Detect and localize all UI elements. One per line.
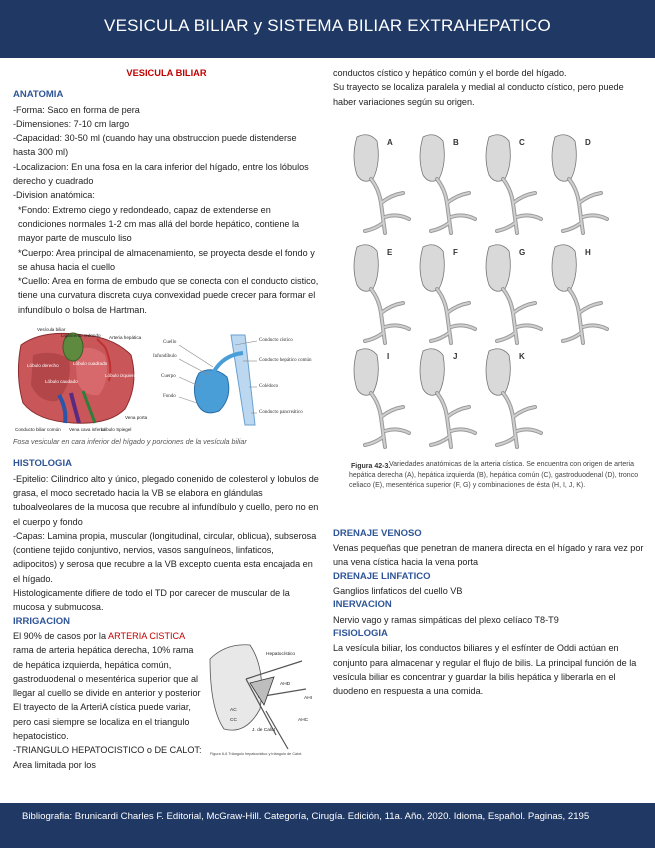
fig1-label: Lóbulo izquierdo [105, 373, 139, 379]
fig2-label: AHI [304, 695, 312, 701]
page-header [0, 0, 655, 58]
fig1-label: Conducto biliar común [15, 427, 61, 433]
fig1-label: Infundíbulo [153, 354, 177, 360]
variation-label: J [453, 351, 458, 361]
anatomia-cuello: *Cuello: Area en forma de embudo que se conecta con el conducto cistico, tiene una curvatura discreta cuya convexidad puede crecer para formar el infundíbulo o bolsa de Hartman. [18, 276, 319, 315]
fig1-label: Cuello [163, 340, 177, 346]
fig1-label: Cuerpo [161, 374, 176, 380]
histologia-heading: HISTOLOGIA [13, 458, 72, 470]
fig2-label: Hepatocístico [266, 651, 296, 657]
fig2-label: J. de Calot [252, 727, 275, 733]
irrigacion-heading: IRRIGACION [13, 615, 70, 627]
calot-triangle-figure [206, 639, 321, 764]
variation-label: D [585, 137, 591, 147]
arteria-trayecto: Su trayecto se localiza paralela y medial al conducto cístico, pero puede haber variaciones según su origen. [333, 82, 624, 107]
variation-label: G [519, 247, 526, 257]
liver-gallbladder-figure [13, 325, 318, 433]
fig1-label: Conducto pancreático [259, 410, 303, 416]
anatomia-item: -Dimensiones: 7-10 cm largo [13, 118, 130, 129]
fisiologia-heading: FISIOLOGIA [333, 627, 388, 639]
drenaje-linfatico-heading: DRENAJE LINFATICO [333, 570, 431, 582]
histologia-item: -Epitelio: Cilindrico alto y único, plegado conenido de colesterol y lobulos de grasa, el moco secretado hacia la VB se elabora en glándulas tuboalveolares de la mucosa que recubre al infundíbulo y cuello, pero no en el cuerpo y fondo [13, 473, 319, 527]
inervacion-text: Nervio vago y ramas simpáticas del plexo celíaco T8-T9 [333, 614, 559, 625]
anatomia-cuerpo: *Cuerpo: Area principal de almacenamiento, se proyecta desde el fondo y se ahusa hacia el cuello [18, 247, 315, 272]
variation-label: B [453, 137, 459, 147]
variation-label: H [585, 247, 591, 257]
arteria-cistica-highlight: ARTERIA CISTICA [108, 630, 185, 641]
fig2-label: AHD [280, 681, 291, 687]
page-footer [0, 803, 655, 848]
fig1-label: Vena cava inferior [69, 427, 106, 433]
anatomia-item: -Localizacion: En una fosa en la cara inferior del hígado, entre los lóbulos derecho y cuadrado [13, 161, 309, 187]
drenaje-linfatico-text: Ganglios linfaticos del cuello VB [333, 586, 463, 597]
figure3-caption-label: Figura 42-3. [351, 462, 391, 470]
calot-continuation: conductos cístico y hepático común y el borde del hígado. [333, 68, 567, 78]
variation-label: K [519, 351, 525, 361]
variation-label: I [387, 351, 390, 361]
figure3-caption: Variedades anatómicas de la arteria cística. Se encuentra con origen de arteria hepática derecha (A), hepática izquierda (B), hepática común (C), gastroduodenal (D), tronco celiaco (E), mesentérica superior (F, G) y combinaciones de ésta (H, I, J, K). [349, 460, 639, 490]
fig2-label: AC [230, 707, 237, 713]
irrigacion-text-a: El 90% de casos por la [13, 630, 109, 641]
irrigacion-trayecto: El trayecto de la ArteriA cística puede variar, pero casi siempre se localiza en el triangulo hepatocistico. [13, 702, 191, 741]
anatomia-item: -Division anatómica: [13, 190, 95, 201]
page-title: VESICULA BILIAR y SISTEMA BILIAR EXTRAHEPATICO [104, 16, 551, 35]
anatomia-item: -Forma: Saco en forma de pera [13, 104, 140, 115]
irrigacion-section [13, 615, 320, 772]
drenaje-venoso-text: Venas pequeñas que penetran de manera directa en el hígado y rara vez por una vena cística hacia la vena porta [333, 543, 644, 568]
fig1-label: Conducto hepático común [259, 358, 312, 364]
fig1-label: Colédoco [259, 384, 279, 390]
fig1-label: Fondo [163, 394, 176, 400]
vesicula-title: VESICULA BILIAR [126, 68, 207, 78]
cystic-artery-variations-figure [333, 119, 645, 521]
variation-label: A [387, 137, 393, 147]
fig1-label: Conducto cístico [259, 338, 293, 344]
fig1-label: Vena porta [125, 415, 148, 421]
fig1-label: Arteria hepática [109, 335, 142, 341]
anatomia-fondo: *Fondo: Extremo ciego y redondeado, capaz de extenderse en condiciones normales 1-2 cm mas allá del borde hepático, contiene la mayor parte de musculo liso [18, 204, 300, 244]
variation-label: C [519, 137, 525, 147]
fig1-label: Lóbulo Spiegel [101, 427, 132, 433]
triangulo-calot: -TRIANGULO HEPATOCISTICO o DE CALOT: Area limitada por los [13, 745, 202, 770]
histologia-item: Histologicamente difiere de todo el TD por carecer de muscular de la mucosa y submucosa. [13, 588, 290, 613]
anatomia-item: -Capacidad: 30-50 ml (cuando hay una obstruccion puede distenderse hasta 300 ml) [13, 133, 297, 158]
fig1-label: Ligamento redondo [61, 333, 101, 339]
inervacion-heading: INERVACION [333, 599, 392, 611]
fig2-label: AHC [298, 717, 309, 723]
variation-label: E [387, 247, 393, 257]
irrigacion-text-b: rama de arteria hepática derecha, 10% rama de hepática izquierda, hepática común, gastroduodenal o mesentérica superior que al llegar al cuello se divide en anterior y posterior [13, 645, 201, 699]
irrigacion-text [13, 629, 203, 700]
fig1-label: Lóbulo derecho [27, 363, 59, 369]
variation-label: F [453, 247, 458, 257]
drenaje-venoso-heading: DRENAJE VENOSO [333, 527, 422, 539]
histologia-item: -Capas: Lamina propia, muscular (longitudinal, circular, oblicua), subserosa (contiene tejido conjuntivo, nervios, vasos sanguíneos, linfaticos, adipocitos) y serosa que recubre a la VB excepto cuenta esta encajada en el hígado. [13, 530, 317, 584]
bibliografia: Bibliografia: Brunicardi Charles F. Editorial, McGraw-Hill. Categoría, Cirugía. Edición, 11a. Año, 2020. Idioma, Español. Paginas, 2195 [22, 811, 590, 822]
anatomia-heading: ANATOMIA [13, 89, 64, 101]
right-column [333, 66, 645, 698]
fig1-label: Lóbulo caudado [45, 379, 78, 385]
left-column [13, 66, 320, 772]
fig1-label: Lóbulo cuadrado [73, 361, 108, 367]
fig2-label: CC [230, 717, 237, 723]
fig1-label: Vesícula biliar [37, 327, 66, 333]
figure1-caption: Fosa vesicular en cara inferior del hígado y porciones de la vesícula biliar [13, 437, 247, 447]
fisiologia-text: La vesícula biliar, los conductos biliares y el esfínter de Oddi actúan en conjunto para almacenar y regular el flujo de bilis. La principal función de la vesícula biliar es concentrar y guardar la bilis hepática y liberarla en el duodeno en respuesta a una comida. [333, 643, 637, 697]
fig2-caption: Figura 6-6 Triángulo hepatocístico y triángulo de Calot. [210, 751, 303, 756]
